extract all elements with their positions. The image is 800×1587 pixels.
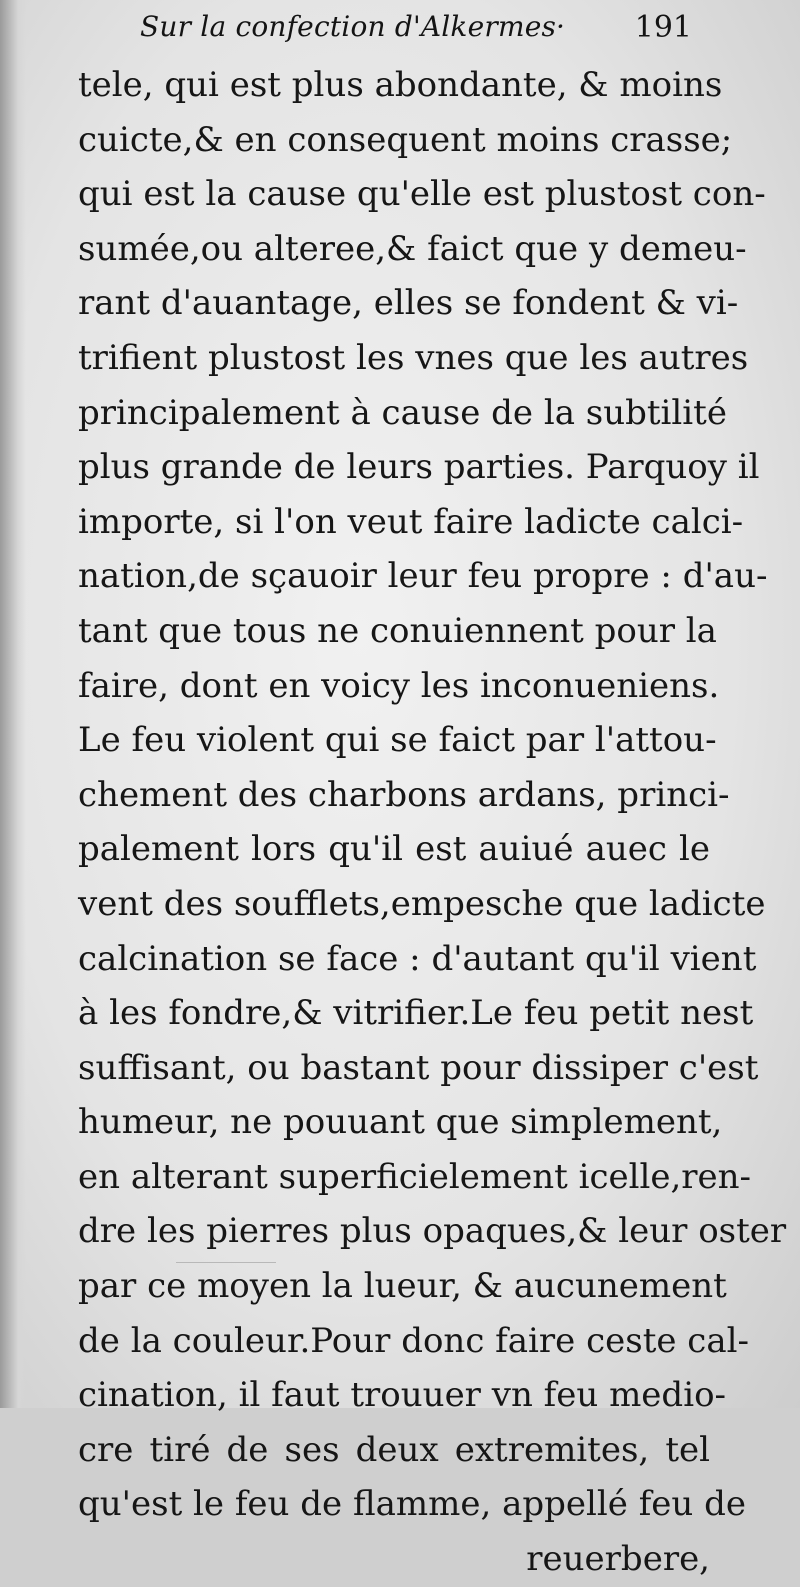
text-line: plus grande de leurs parties. Parquoy il [78, 447, 760, 488]
text-line: vent des soufflets,empesche que ladicte [78, 883, 766, 924]
text-line: qui est la cause qu'elle est plustost con- [78, 174, 766, 215]
catchword-line: reuerbere, [526, 1539, 710, 1580]
text-line: cination, il faut trouuer vn feu medio- [78, 1375, 727, 1416]
text-line: Le feu violent qui se faict par l'attou- [78, 720, 717, 761]
text-line: par ce moyen la lueur, & aucunement [78, 1266, 727, 1307]
text-line: palement lors qu'il est auiué auec le [78, 829, 710, 870]
text-line: nation,de sçauoir leur feu propre : d'au- [78, 556, 768, 597]
gutter-shadow [0, 0, 26, 1408]
text-line: sumée,ou alteree,& faict que y demeu- [78, 228, 747, 269]
text-line: chement des charbons ardans, princi- [78, 774, 730, 815]
text-line: cre tiré de ses deux extremites, tel [78, 1429, 710, 1470]
text-line: qu'est le feu de flamme, appellé feu de [78, 1484, 747, 1525]
text-line: humeur, ne pouuant que simplement, [78, 1102, 723, 1143]
text-line: tele, qui est plus abondante, & moins [78, 65, 723, 105]
text-line: principalement à cause de la subtilité [78, 392, 727, 433]
text-line: à les fondre,& vitrifier.Le feu petit nest [78, 993, 754, 1034]
text-line: de la couleur.Pour donc faire ceste cal- [78, 1320, 749, 1361]
text-line: importe, si l'on veut faire ladicte calci- [78, 501, 744, 542]
text-line: suffisant, ou bastant pour dissiper c'est [78, 1047, 759, 1088]
page-number: 191 [634, 10, 692, 45]
body-text [78, 58, 787, 1587]
text-line: en alterant superficielement icelle,ren- [78, 1156, 752, 1197]
text-line: rant d'auantage, elles se fondent & vi- [78, 283, 739, 324]
text-line: tant que tous ne conuiennent pour la [78, 610, 717, 651]
text-line: cuicte,& en consequent moins crasse; [78, 119, 733, 160]
running-head [140, 6, 700, 54]
faint-rule [176, 1262, 276, 1263]
text-line: dre les pierres plus opaques,& leur oster [78, 1211, 787, 1252]
running-title: Sur la confection d'Alkermes· [140, 10, 566, 43]
text-line: calcination se face : d'autant qu'il vient [78, 938, 757, 979]
text-line: faire, dont en voicy les inconueniens. [78, 665, 720, 706]
text-line: trifient plustost les vnes que les autres [78, 337, 749, 378]
